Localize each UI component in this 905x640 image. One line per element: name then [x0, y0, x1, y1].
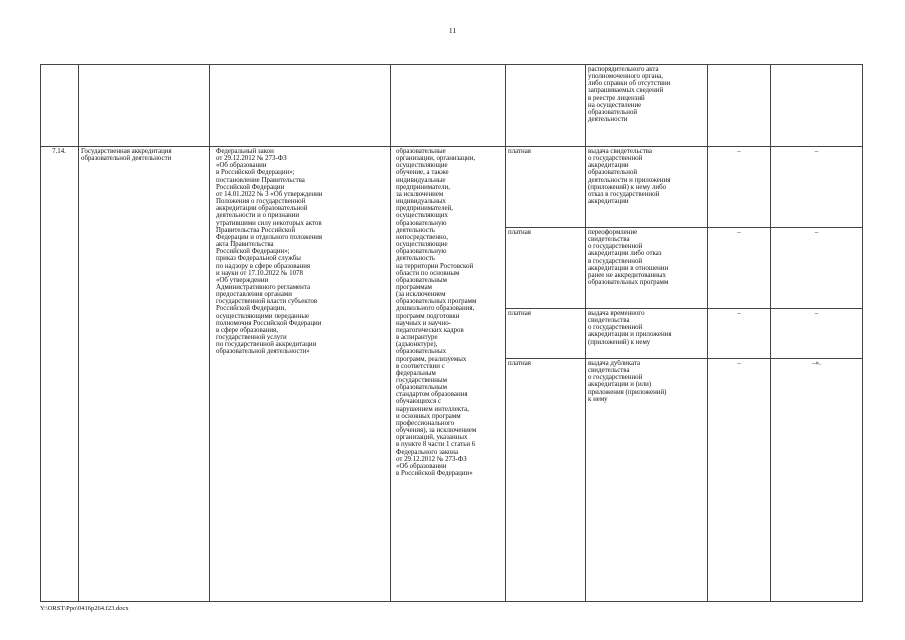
- table-border-line: [505, 358, 863, 359]
- service-result: выдача свидетельства о государственной аккредитации образовательной деятельности и приложения (приложений) к нему либо отказ в государственной аккредитации: [588, 148, 671, 206]
- table-border-line: [40, 601, 863, 602]
- col8-value: –».: [812, 360, 821, 367]
- service-name: Государственная аккредитация образовательной деятельности: [81, 148, 172, 163]
- table-border-line: [505, 64, 506, 602]
- col8-value: –: [814, 310, 819, 317]
- col7-value: –: [737, 229, 741, 236]
- table-border-line: [40, 64, 863, 65]
- table-border-line: [862, 64, 863, 602]
- fee-type: платная: [508, 360, 531, 367]
- table-border-line: [40, 146, 863, 147]
- col8-value: –: [814, 229, 819, 236]
- fee-type: платная: [508, 310, 531, 317]
- fee-type: платная: [508, 229, 531, 236]
- table-border-line: [505, 308, 863, 309]
- legal-basis: Федеральный закон от 29.12.2012 № 273-ФЗ «Об образовании в Российской Федерации»; постановление Правительства Российской Федерации от 14.01.2022 № 3 «Об утверждении Положения о государственной аккредитации образовательной деятельности и о признании утратившими силу некоторых актов Правительства Российской Федерации и отдельного положения акта Правительства Российской Федерации»; приказ Федеральной службы по надзору в сфере образования и науки от 17.10.2022 № 1078 «Об утверждении Административного регламента предоставления органами государственной власти субъектов Российской Федерации, осуществляющими переданные полномочия Российской Федерации в сфере образования, государственной услуги по государственной аккредитации образовательной деятельности»: [216, 148, 323, 356]
- footer-file-path: Y:\ORST\Ppo\0416p264.f23.docx: [40, 605, 129, 612]
- table-border-line: [209, 64, 210, 602]
- service-result: переоформление свидетельства о государственной аккредитации либо отказ в государственной аккредитации в отношении ранее не аккредитованных образовательных программ: [588, 229, 669, 287]
- service-result: выдача дубликата свидетельства о государственной аккредитации и (или) приложения (приложений) к нему: [588, 360, 667, 403]
- page-number: 11: [448, 26, 457, 35]
- col8-value: –: [814, 148, 819, 155]
- service-result: выдача временного свидетельства о государственной аккредитации и приложения (приложений) к нему: [588, 310, 672, 346]
- table-border-line: [707, 64, 708, 602]
- col7-value: –: [737, 310, 741, 317]
- top-row-result: распорядительного акта уполномоченного органа, либо справки об отсутствии запрашиваемых сведений в реестре лицензий на осуществление образовательной деятельности: [588, 66, 671, 124]
- table-border-line: [78, 64, 79, 602]
- col7-value: –: [737, 148, 741, 155]
- table-border-line: [40, 64, 41, 602]
- services-table: [40, 64, 863, 602]
- applicants: образовательные организации, организации, осуществляющие обучение, а также индивидуальные предприниматели, за исключением индивидуальных предпринимателей, осуществляющих образовательную деятельность непосредственно, осуществляющие образовательную деятельность на территории Ростовской области по основным образовательным программам (за исключением образовательных программ дошкольного образования, программ подготовки научных и научно- педагогических кадров в аспирантуре (адъюнктуре), образовательных программ, реализуемых в соответствии с федеральным государственным образовательным стандартом образования обучающихся с нарушением интеллекта, и основных программ профессионального обучения), за исключением организаций, указанных в пункте 8 части 1 статьи 6 Федерального закона от 29.12.2012 № 273-ФЗ «Об образовании в Российской Федерации»: [396, 148, 477, 478]
- table-border-line: [770, 64, 771, 602]
- table-border-line: [505, 227, 863, 228]
- table-border-line: [585, 64, 586, 602]
- col7-value: –: [737, 360, 741, 367]
- table-border-line: [390, 64, 391, 602]
- fee-type: платная: [508, 148, 531, 155]
- service-number: 7.14.: [52, 148, 66, 155]
